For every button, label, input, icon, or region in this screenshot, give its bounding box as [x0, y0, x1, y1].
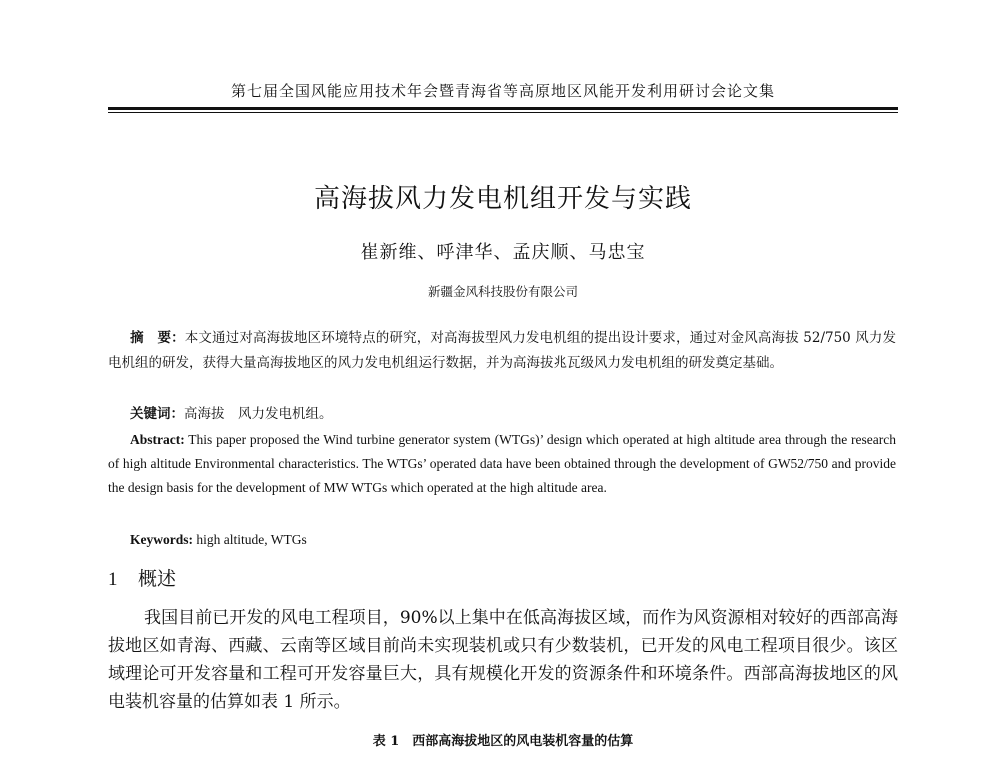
section-title: 概述	[138, 568, 177, 590]
keywords-en	[130, 528, 890, 552]
paper-title: 高海拔风力发电机组开发与实践	[313, 184, 692, 214]
section-number: 1	[108, 569, 118, 590]
abstract-en	[108, 428, 896, 500]
keywords-cn-label: 关键词：	[130, 406, 184, 422]
abstract-cn-text: 本文通过对高海拔地区环境特点的研究，对高海拔型风力发电机组的提出设计要求，通过对金风高海拔 52/750 风力发电机组的研发，获得大量高海拔地区的风力发电机组运行数据，并为高海拔兆瓦级风力发电机组的研发奠定基础。	[108, 330, 896, 371]
abstract-cn	[108, 326, 896, 376]
keywords-en-text: high altitude, WTGs	[196, 532, 307, 547]
section-1-heading	[108, 564, 508, 591]
abstract-en-label: Abstract:	[130, 432, 185, 447]
header-rule-thin	[108, 112, 898, 113]
affiliation: 新疆金风科技股份有限公司	[427, 284, 578, 299]
keywords-en-label: Keywords:	[130, 532, 193, 547]
section-1-paragraph	[108, 604, 898, 716]
header-rule	[108, 107, 898, 110]
abstract-en-text: This paper proposed the Wind turbine generator system (WTGs)’ design which operated at high altitude area through the research of high altitude Environmental characteristics. The WTGs’ operated data have been obtained through the development of GW52/750 and provide the design basis for the development of MW WTGs which operated at the high altitude area.	[108, 432, 896, 495]
abstract-cn-label: 摘 要：	[130, 330, 185, 346]
keywords-cn	[130, 402, 890, 427]
proceedings-header: 第七届全国风能应用技术年会暨青海省等高原地区风能开发利用研讨会论文集	[230, 82, 775, 100]
keywords-cn-text: 高海拔 风力发电机组。	[184, 406, 333, 422]
authors: 崔新维、呼津华、孟庆顺、马忠宝	[360, 242, 646, 263]
table-1-caption: 表 1 西部高海拔地区的风电装机容量的估算	[372, 734, 634, 749]
paragraph-text: 我国目前已开发的风电工程项目，90%以上集中在低高海拔区域，而作为风资源相对较好的西部高海拔地区如青海、西藏、云南等区域目前尚未实现装机或只有少数装机，已开发的风电工程项目很少。该区域理论可开发容量和工程可开发容量巨大，具有规模化开发的资源条件和环境条件。西部高海拔地区的风电装机容量的估算如表 1 所示。	[108, 608, 898, 712]
